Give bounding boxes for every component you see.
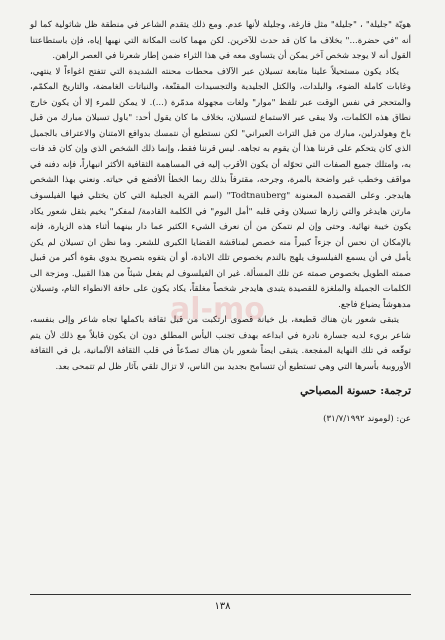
footer-rule: [30, 594, 411, 595]
paragraph-1: هويّة "جليلة" ، "جليلة" مثل فارغة، وجليلة لأنها عدم. ومع ذلك يتقدم الشاعر في منطقة ظل شاثولية كما لو أنه "في حضرة..." بخلاف ما كان قد حدث للآخرين. لكن مهما كانت المكانة التي نهبها إياه، فإن باستطاعتنا القول أنه لا يوجد شخص آخر يمكن أن يتساوى معه في هذا الثراء ضمن إطار شعرنا في العصر الراهن.: [30, 20, 411, 62]
translator-credit: ترجمة: حسونة المصباحي: [300, 384, 411, 397]
source-citation: عن: (لوموند ٣١/٧/١٩٩٢): [323, 413, 411, 424]
paragraph-3: يتبقى شعور بان هناك قطيعة، بل خيانة قصوى ارتكبت من قبل ثقافة باكملها تجاه شاعر وإلى بنفسه، شاعر بريء لديه جسارة نادرة في ابداعه بهدف تجنب اليأس المطلق دون ان يكون قابلاً مع ذلك لأن يتم توقّعه في تلك النهاية المفجعة. يتبقى ايضاً شعور بان هناك تصدّعاً في قلب الثقافة الألمانية، بل في الثقافة الأوروبية بأسرها التي وهي تستطيع أن تتسامح بجديد بين الناس، لا تزال تلقي بآثار ظل لم تتمحى بعد.: [30, 315, 411, 373]
article-body: [30, 18, 411, 376]
watermark-logo: al-mo: [170, 292, 265, 327]
paragraph-2: يكاد يكون مستحيلاً علينا متابعة تسيلان عبر الآلاف محطات محنته الشديدة التي تتفتح اغواءاً لا ينتهي، وغابات كاملة الضوء، والبلدات، والكتل الجليدية والتجسيدات المقنّعة، والنباتات الغامضة، والتاريخ المكمّم، والمتحجر في نفس الوقت عبر تلفظ "موار" ولغات مجهولة مدمّرة (...). لا يمكن للمرء إلا أن يكون خارج نطاق هذه الكلمات، ولا يبقى عبر الاستماع لتسيلان، بخلاف ما كان يقول أحد: "باول تسيلان مبارك من قبل باخ وهولدرلين، مبارك من قبل التراث العبراني" لكن نستطيع أن نتمسك بدوافع الامتنان والاعتراف بالجميل الذي كان يتحكم على قرننا هذا أن يقوم به تجاهه. ليس قرننا فقط، وإنما ذلك الشخص الذي وإن كان قد فات به، وامتلك جميع الصفات التي تحوّله أن يكون الأقرب إليه في المساهمة الثقافية الأكثر انبهاراً، فإنه دفنه في مواقف وخطب غير واضحة بالمرة، وجرحه، مقترفاً بذلك ربما الخطأ الأفضع في حياته. ونعني بهذا الشخص هايدجر. وعلى القصيدة المعنونة "Todtnauberg" (اسم القرية الجبلية التي كان يختلي فيها الفيلسوف مارتن هايدغر والتي زارها تسيلان وفي قلبه "أمل اليوم" في الكلمة القادمة/ لمفكر" يخيم بثقل شعور يكاد يكون خيبة نهائية. وحتى وإن لم نتمكن من أن نعرف الشيء الكثير عما دار بينهما أثناء هذه الزيارة، فإنه بالإمكان ان نحس أن جزءاً كبيراً منه خصص لمناقشة القضايا الكبرى للشعر. وما نظن ان تسيلان لم يكن يأمل في أن يسمع الفيلسوف يلهج بالندم بخصوص تلك الابادة، أو أن يتفوه بتصريح يدوي بقوة أكبر من قبيل صمته الطويل بخصوص صمته عن تلك المسألة. غير ان الفيلسوف لم يفعل شيئاً من هذا القبيل. ومزجة الى الكلمات الجميلة والملغزة للقصيدة يتبدى هايدجر شخصاً مغلقاً، يكاد يكون على حافة الانطواء التام، وتسيلان مدهوشاً يضياع فاجع.: [30, 66, 411, 310]
page-number: ١٣٨: [214, 601, 231, 612]
